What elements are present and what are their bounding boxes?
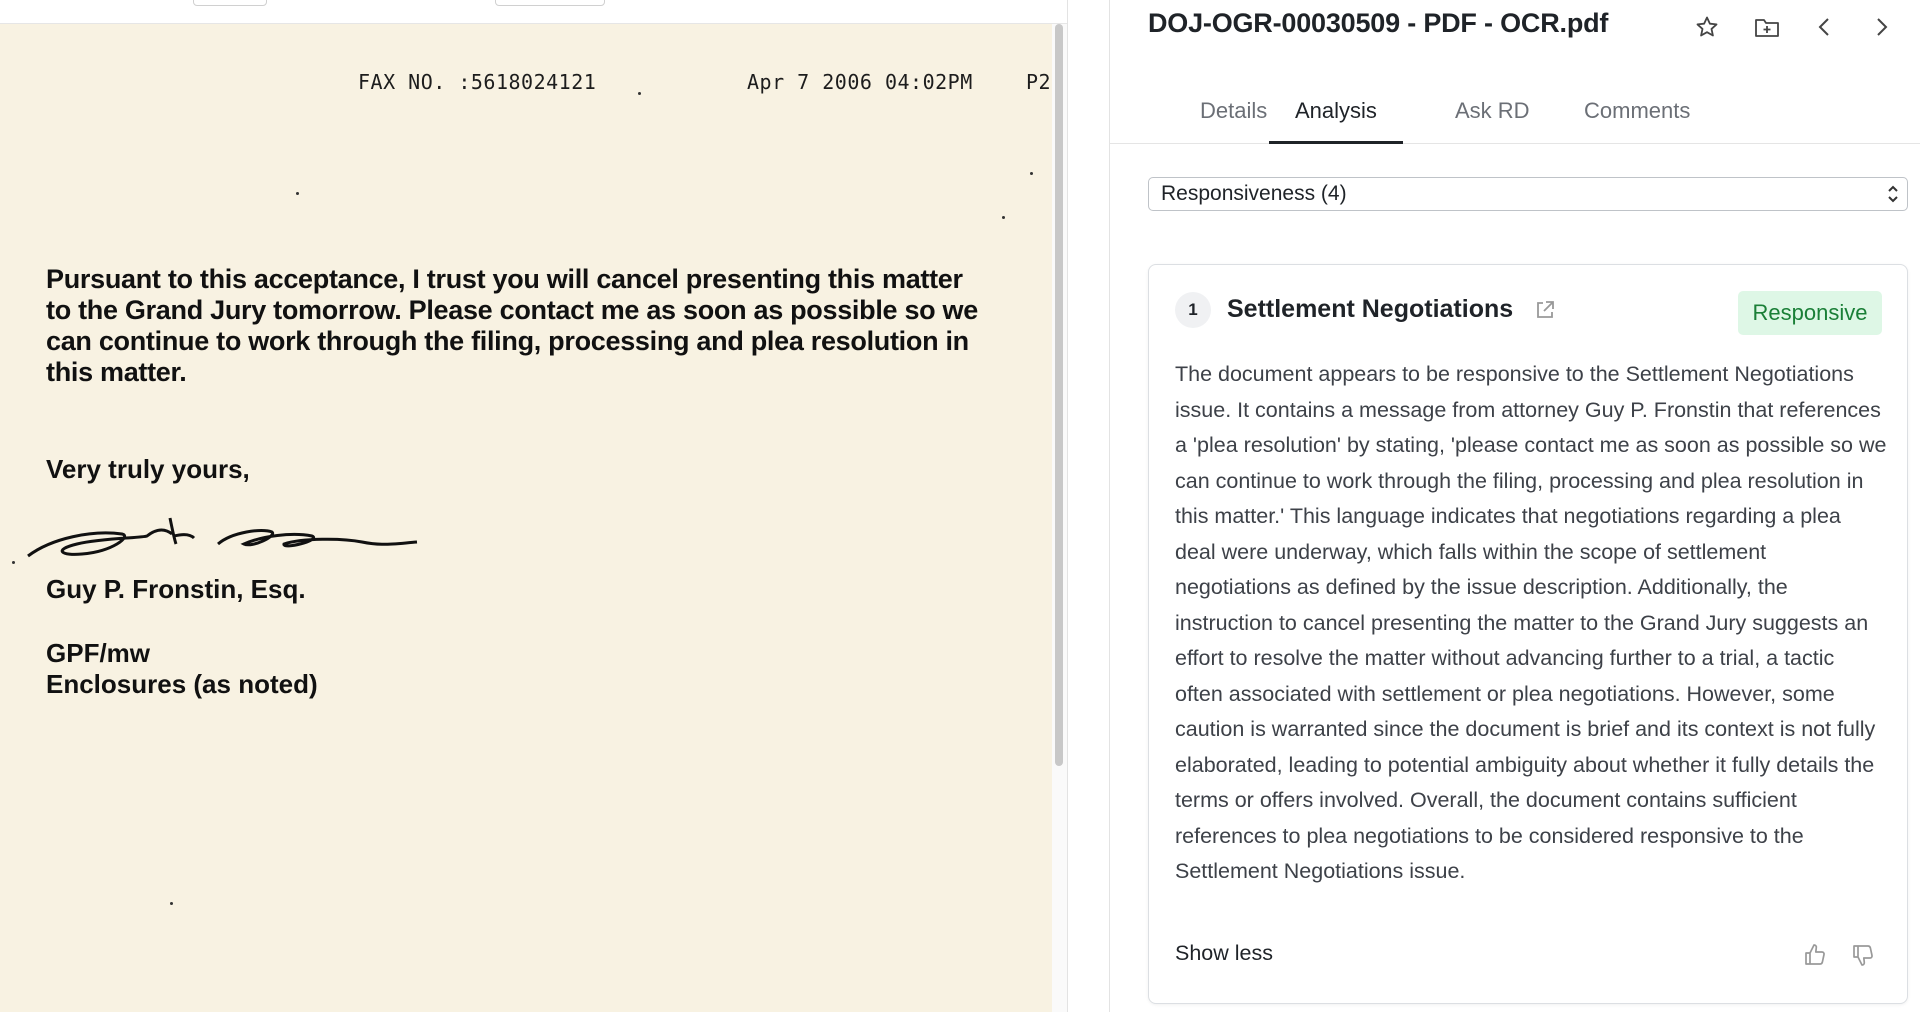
thumbs-up-icon[interactable] (1801, 941, 1829, 969)
issue-title: Settlement Negotiations (1227, 295, 1514, 323)
tab-ask-rd[interactable]: Ask RD (1455, 98, 1530, 123)
select-chevron-icon (1885, 182, 1901, 206)
scan-speck (12, 561, 15, 564)
enclosures-note: Enclosures (as noted) (46, 669, 318, 699)
scan-speck (1030, 172, 1033, 175)
letter-initials (46, 638, 318, 700)
tab-analysis[interactable]: Analysis (1269, 98, 1403, 144)
tab-bar (1110, 88, 1920, 144)
body-line: can continue to work through the filing, processing and plea resolution in (46, 326, 969, 356)
viewer-toolbar (0, 0, 1068, 24)
toolbar-button[interactable] (495, 0, 605, 6)
chevron-right-icon[interactable] (1866, 12, 1896, 42)
chevron-left-icon[interactable] (1810, 12, 1840, 42)
toolbar-button[interactable] (193, 0, 267, 6)
tab-comments[interactable]: Comments (1584, 98, 1691, 123)
thumbs-down-icon[interactable] (1849, 941, 1877, 969)
panel-divider (1068, 0, 1110, 1012)
viewer-scrollbar-thumb[interactable] (1055, 24, 1063, 766)
fax-page: P2 (1026, 70, 1052, 94)
typist-initials: GPF/mw (46, 638, 151, 668)
status-badge: Responsive (1738, 291, 1882, 335)
external-link-icon[interactable] (1534, 299, 1556, 321)
body-line: Pursuant to this acceptance, I trust you will cancel presenting this matter (46, 264, 963, 294)
scan-speck (1002, 216, 1005, 219)
issue-select[interactable] (1148, 177, 1908, 211)
analysis-text: The document appears to be responsive to the Settlement Negotiations issue. It contains a message from attorney Guy P. Fronstin that references a 'plea resolution' by stating, 'please contact me as soon as possible so we can continue to work through the filing, processing and plea resolution in this matter.' This language indicates that negotiations regarding a plea deal were underway, which falls within the scope of settlement negotiations as defined by the issue description. Additionally, the instruction to cancel presenting the matter to the Grand Jury suggests an effort to resolve the matter without advancing further to a trial, a tactic often associated with settlement or plea negotiations. However, some caution is warranted since the document is brief and its context is not fully elaborated, leading to potential ambiguity about whether it fully details the terms or offers involved. Overall, the document contains sufficient references to plea negotiations to be considered responsive to the Settlement Negotiations issue. (1175, 362, 1887, 883)
letter-body (46, 264, 1006, 388)
issue-card (1148, 264, 1908, 1004)
analysis-panel (1110, 0, 1920, 1012)
tab-details[interactable]: Details (1200, 98, 1268, 123)
document-title: DOJ-OGR-00030509 - PDF - OCR.pdf (1148, 8, 1609, 38)
fax-number: FAX NO. :5618024121 (358, 70, 597, 94)
body-line: this matter. (46, 357, 187, 387)
signer-name: Guy P. Fronstin, Esq. (46, 574, 306, 604)
scan-speck (638, 92, 641, 95)
scan-speck (296, 192, 299, 195)
document-page (0, 24, 1052, 1012)
show-less-link[interactable]: Show less (1175, 941, 1273, 965)
star-icon[interactable] (1692, 12, 1722, 42)
body-line: to the Grand Jury tomorrow. Please contact me as soon as possible so we (46, 295, 978, 325)
signature-image (22, 508, 422, 578)
closing: Very truly yours, (46, 454, 250, 484)
scan-speck (170, 902, 173, 905)
fax-date: Apr 7 2006 04:02PM (747, 70, 973, 94)
issue-number: 1 (1175, 292, 1211, 328)
issue-select-value: Responsiveness (4) (1161, 182, 1347, 205)
folder-plus-icon[interactable] (1752, 12, 1782, 42)
